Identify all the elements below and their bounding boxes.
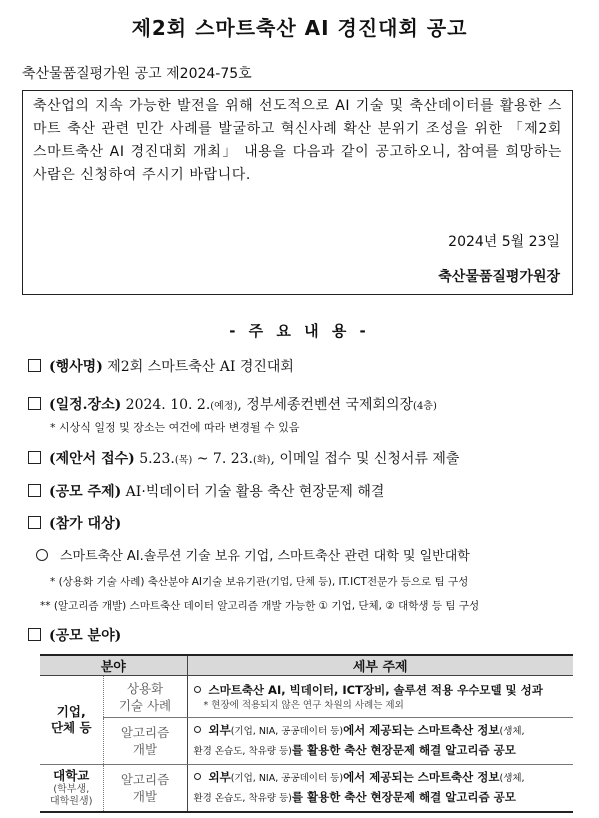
item-proposal <box>28 448 459 468</box>
category-cell <box>103 718 187 765</box>
circle-bullet-icon <box>194 726 201 733</box>
category-text: 알고리즘 <box>120 725 170 740</box>
group-sub: (학부생, <box>53 784 90 795</box>
detail-sub: (생체, <box>499 773 525 784</box>
category-text: 개발 <box>132 742 158 757</box>
detail-sub: 환경 온습도, 착유량 등) <box>193 793 292 804</box>
detail-subnote: * 현장에 적용되지 않은 연구 차원의 사례는 제외 <box>203 699 404 711</box>
detail-text: 에서 제공되는 스마트축산 정보 <box>343 770 500 784</box>
schedule-date: 2024. 10. 2. <box>125 397 211 413</box>
intro-text: 축산업의 지속 가능한 발전을 위해 선도적으로 AI 기술 및 축산데이터를 활용한 스마트 축산 관련 민간 사례를 발굴하고 혁신사례 확산 분위기 조성을 위한 「제2회 스마트축산 AI 경진대회 개최」 내용을 다음과 같이 공고하오니, 참여를 희망하는 사람은 신청하여 주시기 바랍니다. <box>33 98 562 183</box>
checkbox-square-icon <box>28 397 41 410</box>
note-text: * (상용화 기술 사례) 축산분야 AI기술 보유기관 <box>50 576 267 588</box>
checkbox-square-icon <box>28 628 41 641</box>
schedule-date-note: (예정) <box>210 401 238 412</box>
intro-box <box>22 90 573 295</box>
checkbox-square-icon <box>28 359 41 372</box>
circle-bullet-icon <box>36 549 48 561</box>
category-cell <box>103 676 187 718</box>
item-label: (제안서 접수) <box>49 451 135 467</box>
participants-bullet <box>36 545 470 564</box>
circle-bullet-icon <box>194 773 201 780</box>
checkbox-square-icon <box>28 451 41 464</box>
table-header-row <box>40 655 573 676</box>
category-text: 개발 <box>132 789 158 804</box>
item-label: (공모 주제) <box>49 484 122 500</box>
detail-sub: 환경 온습도, 착유량 등) <box>193 746 292 757</box>
proposal-start: 5.23. <box>139 451 175 467</box>
item-participants <box>28 513 121 533</box>
checkbox-square-icon <box>28 516 41 529</box>
participants-text: 스마트축산 AI.솔루션 기술 보유 기업, 스마트축산 관련 대학 및 일반대학 <box>60 549 470 564</box>
note-sub: (기업, 단체 등) <box>266 577 332 588</box>
column-header: 분야 <box>40 655 187 676</box>
item-text: AI·빅데이터 기술 활용 축산 현장문제 해결 <box>125 484 385 500</box>
detail-sub: (기업, NIA, 공공데이터 등) <box>230 773 344 784</box>
detail-sub: (기업, NIA, 공공데이터 등) <box>230 726 344 737</box>
notice-number: 축산물품질평가원 공고 제2024-75호 <box>22 66 252 82</box>
group-name: 기업, <box>56 704 86 719</box>
notice-date: 2024년 5월 23일 <box>448 234 560 250</box>
item-theme <box>28 481 384 501</box>
schedule-note: * 시상식 일정 및 장소는 여건에 따라 변경될 수 있음 <box>50 421 300 434</box>
participants-note-1 <box>50 573 468 589</box>
checkbox-square-icon <box>28 484 41 497</box>
group-name: 단체 등 <box>50 720 92 735</box>
proposal-tail: , 이메일 접수 및 신청서류 제출 <box>270 451 460 467</box>
note-text: , IT.ICT전문가 등으로 팀 구성 <box>331 576 469 588</box>
item-text: 제2회 스마트축산 AI 경진대회 <box>107 359 294 375</box>
item-event <box>28 356 294 376</box>
category-text: 알고리즘 <box>120 772 170 787</box>
schedule-place-note: (4층) <box>413 401 437 412</box>
detail-text: 스마트축산 AI, 빅데이터, ICT장비, 솔루션 적용 우수모델 및 성과 <box>208 682 543 697</box>
circle-bullet-icon <box>194 686 201 693</box>
detail-text: 를 활용한 축산 현장문제 해결 알고리즘 공모 <box>291 790 516 804</box>
table-row <box>40 676 573 718</box>
proposal-end: ~ 7. 23. <box>192 451 253 467</box>
detail-cell <box>187 765 573 813</box>
table-row <box>40 765 573 813</box>
detail-cell <box>187 718 573 765</box>
detail-text: 외부 <box>208 723 231 737</box>
item-label: (참가 대상) <box>49 516 122 532</box>
column-header: 세부 주제 <box>187 655 573 676</box>
section-title: - 주 요 내 용 - <box>229 322 370 340</box>
table-row <box>40 718 573 765</box>
detail-sub: (생체, <box>499 726 525 737</box>
group-name: 대학교 <box>53 768 90 783</box>
group-cell <box>40 765 103 813</box>
item-fields <box>28 625 121 645</box>
item-label: (공모 분야) <box>49 628 122 644</box>
detail-text: 를 활용한 축산 현장문제 해결 알고리즘 공모 <box>291 743 516 757</box>
schedule-place: , 정부세종컨벤션 국제회의장 <box>237 397 414 413</box>
category-text: 상용화 <box>126 680 164 696</box>
participants-note-2: ** (알고리즘 개발) 스마트축산 데이터 알고리즘 개발 가능한 ① 기업, 단체, ② 대학생 등 팀 구성 <box>40 600 480 612</box>
item-label: (행사명) <box>49 359 103 375</box>
group-sub: 대학원생) <box>49 796 93 807</box>
proposal-start-day: (목) <box>174 455 193 466</box>
category-text: 기술 사례 <box>118 697 172 713</box>
category-cell <box>103 765 187 813</box>
issuer-signature: 축산물품질평가원장 <box>438 269 560 285</box>
detail-cell <box>187 676 573 718</box>
fields-table <box>40 654 573 813</box>
item-schedule <box>28 394 437 414</box>
detail-text: 외부 <box>208 770 231 784</box>
proposal-end-day: (화) <box>253 455 271 466</box>
item-label: (일정.장소) <box>49 397 122 413</box>
group-cell <box>40 676 103 765</box>
detail-text: 에서 제공되는 스마트축산 정보 <box>343 723 500 737</box>
page-title: 제2회 스마트축산 AI 경진대회 공고 <box>131 16 468 40</box>
